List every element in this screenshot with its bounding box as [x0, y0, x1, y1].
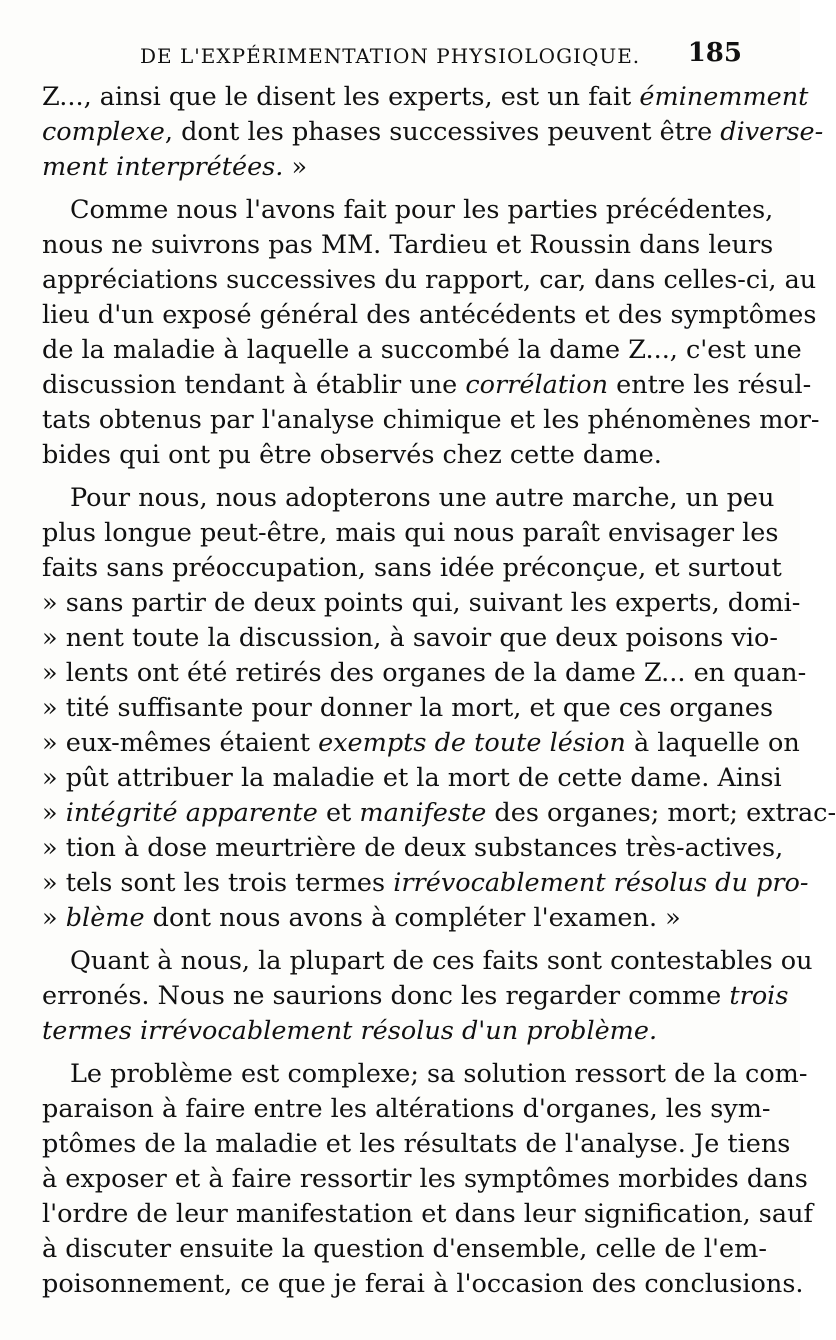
text-segment: , dont les phases successives peuvent être — [164, 117, 721, 147]
text-line — [42, 551, 782, 586]
text-segment: » pût attribuer la maladie et la mort de cette dame. Ainsi — [42, 763, 782, 793]
text-line — [42, 115, 824, 150]
text-segment: paraison à faire entre les altérations d'organes, les sym- — [42, 1094, 771, 1124]
text-segment: Pour nous, nous adopterons une autre marche, un peu — [70, 483, 775, 513]
text-segment: poisonnement, ce que je ferai à l'occasion des conclusions. — [42, 1269, 804, 1299]
text-line — [42, 1267, 804, 1302]
italic-segment: termes irrévocablement résolus d'un problème. — [42, 1016, 658, 1046]
page-body — [42, 80, 836, 1302]
text-segment: de la maladie à laquelle a succombé la dame Z..., c'est une — [42, 335, 802, 365]
text-segment: à laquelle on — [625, 728, 800, 758]
text-segment: et — [317, 798, 360, 828]
italic-segment: diverse- — [720, 117, 824, 147]
text-line — [42, 333, 802, 368]
text-segment: erronés. Nous ne saurions donc les regarder comme — [42, 981, 730, 1011]
text-line — [42, 691, 774, 726]
text-segment: appréciations successives du rapport, car, dans celles-ci, au — [42, 265, 817, 295]
text-segment: » nent toute la discussion, à savoir que deux poisons vio- — [42, 623, 779, 653]
paragraph-gap — [42, 473, 754, 481]
text-segment: faits sans préoccupation, sans idée préconçue, et surtout — [42, 553, 782, 583]
text-line — [42, 193, 774, 228]
text-line — [42, 516, 779, 551]
text-segment: » — [42, 903, 66, 933]
text-segment: » tité suffisante pour donner la mort, et que ces organes — [42, 693, 774, 723]
text-segment: plus longue peut-être, mais qui nous paraît envisager les — [42, 518, 779, 548]
paragraph — [42, 80, 824, 185]
text-line — [42, 1197, 813, 1232]
text-line — [42, 481, 775, 516]
text-line — [42, 831, 784, 866]
text-line — [42, 80, 809, 115]
paragraph-gap — [42, 1049, 754, 1057]
text-line — [42, 901, 754, 936]
text-segment: » lents ont été retirés des organes de la dame Z... en quan- — [42, 658, 807, 688]
text-line — [42, 368, 812, 403]
text-line — [42, 866, 809, 901]
text-line — [42, 944, 813, 979]
italic-segment: complexe — [42, 117, 165, 147]
text-segment: Comme nous l'avons fait pour les parties précédentes, — [70, 195, 774, 225]
text-line — [42, 1127, 791, 1162]
paragraph — [42, 944, 813, 1049]
paragraph — [42, 1057, 813, 1302]
text-line — [42, 298, 817, 333]
italic-segment: corrélation — [465, 370, 609, 400]
text-segment: lieu d'un exposé général des antécédents et des symptômes — [42, 300, 817, 330]
text-segment: ptômes de la maladie et les résultats de l'analyse. Je tiens — [42, 1129, 791, 1159]
text-line — [42, 761, 782, 796]
text-segment: l'ordre de leur manifestation et dans leur signification, sauf — [42, 1199, 813, 1229]
italic-segment: irrévocablement résolus du pro- — [393, 868, 809, 898]
text-line — [42, 796, 836, 831]
italic-segment: éminemment — [639, 82, 809, 112]
text-segment: dont nous avons à compléter l'examen. » — [144, 903, 681, 933]
italic-segment: ment interprétées. — [42, 152, 284, 182]
text-line — [42, 1057, 808, 1092]
italic-segment: manifeste — [359, 798, 487, 828]
text-line — [42, 228, 774, 263]
italic-segment: intégrité apparente — [65, 798, 318, 828]
text-line — [42, 150, 754, 185]
text-line — [42, 621, 779, 656]
text-line — [42, 979, 789, 1014]
paragraph-gap — [42, 185, 754, 193]
text-segment: entre les résul- — [608, 370, 812, 400]
text-segment: Z..., ainsi que le disent les experts, est un fait — [42, 82, 640, 112]
text-line — [42, 656, 807, 691]
text-line — [42, 1092, 771, 1127]
page-header — [0, 38, 800, 78]
text-segment: des organes; mort; extrac- — [486, 798, 836, 828]
text-segment: à discuter ensuite la question d'ensemble, celle de l'em- — [42, 1234, 767, 1264]
text-line — [42, 1014, 754, 1049]
text-segment: tats obtenus par l'analyse chimique et les phénomènes mor- — [42, 405, 820, 435]
running-title: DE L'EXPÉRIMENTATION PHYSIOLOGIQUE. — [140, 44, 641, 68]
text-segment: » sans partir de deux points qui, suivant les experts, domi- — [42, 588, 801, 618]
text-line — [42, 403, 820, 438]
text-line — [42, 1162, 808, 1197]
text-segment: bides qui ont pu être observés chez cette dame. — [42, 440, 662, 470]
text-segment: » — [42, 798, 66, 828]
italic-segment: blème — [65, 903, 145, 933]
paragraph — [42, 193, 820, 473]
text-segment: discussion tendant à établir une — [42, 370, 466, 400]
text-segment: » eux-mêmes étaient — [42, 728, 319, 758]
text-line — [42, 1232, 767, 1267]
paragraph — [42, 481, 836, 936]
page-number: 185 — [687, 38, 742, 68]
text-segment: à exposer et à faire ressortir les symptômes morbides dans — [42, 1164, 808, 1194]
text-line — [42, 586, 801, 621]
text-segment: » — [283, 152, 308, 182]
italic-segment: exempts de toute lésion — [318, 728, 626, 758]
text-line — [42, 263, 817, 298]
text-segment: » tels sont les trois termes — [42, 868, 394, 898]
text-line — [42, 438, 754, 473]
text-segment: Quant à nous, la plupart de ces faits sont contestables ou — [70, 946, 813, 976]
text-segment: Le problème est complexe; sa solution ressort de la com- — [70, 1059, 808, 1089]
text-segment: nous ne suivrons pas MM. Tardieu et Roussin dans leurs — [42, 230, 774, 260]
paragraph-gap — [42, 936, 754, 944]
italic-segment: trois — [729, 981, 789, 1011]
text-line — [42, 726, 800, 761]
text-segment: » tion à dose meurtrière de deux substances très-actives, — [42, 833, 784, 863]
